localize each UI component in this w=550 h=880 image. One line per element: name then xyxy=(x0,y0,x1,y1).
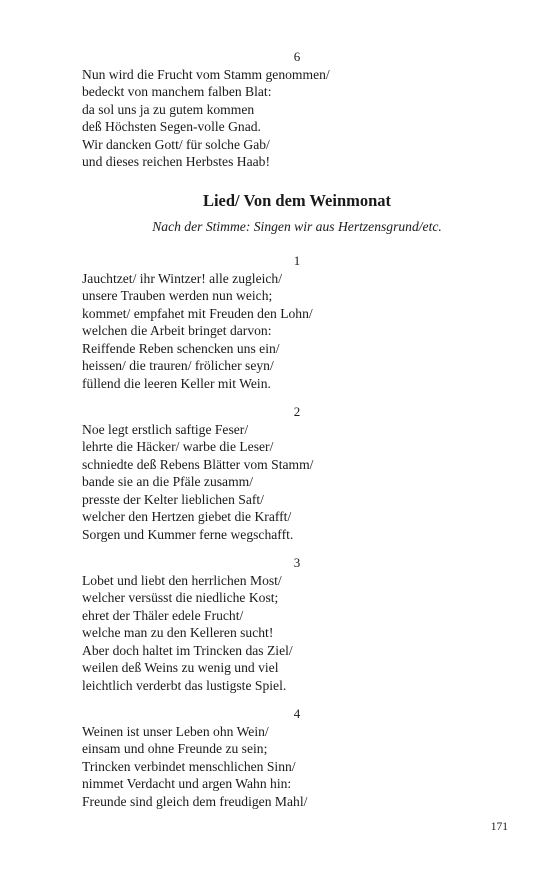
verse-line: leichtlich verderbt das lustigste Spiel. xyxy=(82,677,287,693)
page-number: 171 xyxy=(490,821,508,833)
verse-line: einsam und ohne Freunde zu sein; xyxy=(82,741,268,756)
verse-line: lehrte die Häcker/ warbe die Leser/ xyxy=(82,439,274,454)
verse-line: und dieses reichen Herbstes Haab! xyxy=(82,154,270,169)
verse-line: kommet/ empfahet mit Freuden den Lohn/ xyxy=(82,305,313,321)
stanza-3 xyxy=(82,554,512,694)
stanza-number: 3 xyxy=(293,555,301,570)
stanza-number: 2 xyxy=(293,404,301,419)
verse-line: Trincken verbindet menschlichen Sinn/ xyxy=(82,758,296,774)
verse-line: welche man zu den Kelleren sucht! xyxy=(82,625,274,640)
song-subtitle: Nach der Stimme: Singen wir aus Hertzensgrund/etc. xyxy=(152,219,442,234)
verse-line: nimmet Verdacht und argen Wahn hin: xyxy=(82,776,292,791)
verse-line: weilen deß Weins zu wenig und viel xyxy=(82,660,279,675)
verse-line: bande sie an die Pfäle zusamm/ xyxy=(82,474,253,489)
verse-line: Noe legt erstlich saftige Feser/ xyxy=(82,421,249,437)
verse-line: presste der Kelter lieblichen Saft/ xyxy=(82,491,264,507)
verse-line: heissen/ die trauren/ frölicher seyn/ xyxy=(82,358,274,373)
stanza-1 xyxy=(82,252,512,392)
verse-line: schniedte deß Rebens Blätter vom Stamm/ xyxy=(82,456,314,472)
stanza-4 xyxy=(82,705,512,810)
stanza-number: 6 xyxy=(293,49,301,64)
verse-line: Weinen ist unser Leben ohn Wein/ xyxy=(82,723,269,739)
stanza-6 xyxy=(82,48,512,171)
verse-line: deß Höchsten Segen-volle Gnad. xyxy=(82,119,261,134)
verse-line: welchen die Arbeit bringet darvon: xyxy=(82,323,272,338)
stanza-number: 4 xyxy=(293,706,301,721)
verse-line: welcher versüsst die niedliche Kost; xyxy=(82,590,279,605)
verse-line: Freunde sind gleich dem freudigen Mahl/ xyxy=(82,793,308,809)
verse-line: ehret der Thäler edele Frucht/ xyxy=(82,607,244,623)
verse-line: welcher den Hertzen giebet die Krafft/ xyxy=(82,509,292,524)
verse-line: da sol uns ja zu gutem kommen xyxy=(82,101,255,117)
stanza-number: 1 xyxy=(293,253,301,268)
verse-line: bedeckt von manchem falben Blat: xyxy=(82,84,272,99)
verse-line: Wir dancken Gott/ für solche Gab/ xyxy=(82,136,270,152)
verse-line: Aber doch haltet im Trincken das Ziel/ xyxy=(82,642,293,658)
verse-line: Sorgen und Kummer ferne wegschafft. xyxy=(82,526,294,542)
song-title: Lied/ Von dem Weinmonat xyxy=(202,191,392,210)
stanza-2 xyxy=(82,403,512,543)
verse-line: Nun wird die Frucht vom Stamm genommen/ xyxy=(82,66,330,82)
verse-line: unsere Trauben werden nun weich; xyxy=(82,288,273,303)
verse-line: füllend die leeren Keller mit Wein. xyxy=(82,375,271,391)
verse-line: Reiffende Reben schencken uns ein/ xyxy=(82,340,280,356)
verse-line: Jauchtzet/ ihr Wintzer! alle zugleich/ xyxy=(82,270,282,286)
verse-line: Lobet und liebt den herrlichen Most/ xyxy=(82,572,282,588)
